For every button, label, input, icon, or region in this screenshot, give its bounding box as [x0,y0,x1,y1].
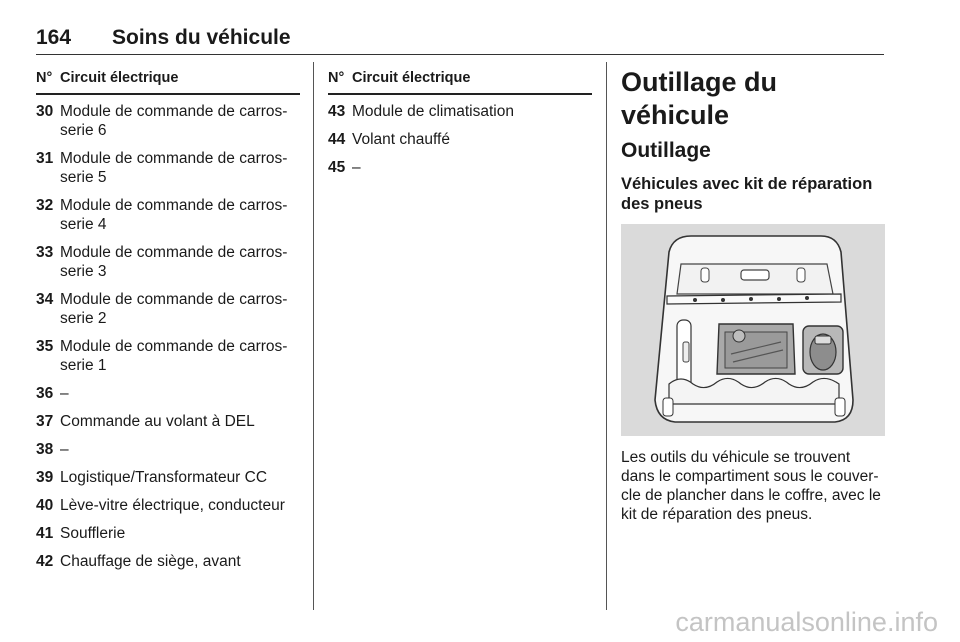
column-divider [313,62,314,610]
fuse-circuit: – [60,441,69,458]
fuse-number: 34 [36,291,54,308]
fuse-circuit: Module de commande de carros-serie 5 [60,150,288,186]
fuse-number: 42 [36,553,54,570]
fuse-number: 32 [36,197,54,214]
fuse-number: 37 [36,413,54,430]
fuse-number: 33 [36,244,54,261]
table-header [328,62,592,95]
fuse-number: 31 [36,150,54,167]
table-row [36,524,300,543]
col-circuit-header: Circuit électrique [60,70,179,86]
table-row [328,130,592,149]
fuse-circuit: Soufflerie [60,525,126,542]
table-row [36,412,300,431]
fuse-number: 40 [36,497,54,514]
fuse-number: 43 [328,103,346,120]
fuse-number: 45 [328,159,346,176]
table-row [36,337,300,375]
section-subsubheading: Véhicules avec kit de réparation des pneus [621,175,873,213]
trunk-tool-compartment-illustration [621,224,885,436]
table-row [328,102,592,121]
section-paragraph: Les outils du véhicule se trouvent dans le compartiment sous le couver-cle de plancher dans le coffre, avec le kit de réparation des pneus. [621,449,881,523]
section-heading: Outillage du véhicule [621,67,778,130]
col-num-header: N° [328,70,345,86]
fuse-table-left [36,62,300,580]
table-header [36,62,300,95]
fuse-number: 35 [36,338,54,355]
section-subheading: Outillage [621,139,711,162]
fuse-circuit: – [352,159,361,176]
fuse-circuit: Lève-vitre électrique, conducteur [60,497,285,514]
fuse-circuit: Module de climatisation [352,103,514,120]
table-row [36,196,300,234]
fuse-circuit: Module de commande de carros-serie 6 [60,103,288,139]
fuse-number: 38 [36,441,54,458]
fuse-number: 39 [36,469,54,486]
fuse-circuit: Logistique/Transformateur CC [60,469,268,486]
table-row [36,440,300,459]
page-title: Soins du véhicule [112,26,291,49]
fuse-circuit: – [60,385,69,402]
fuse-circuit: Module de commande de carros-serie 3 [60,244,288,280]
fuse-number: 41 [36,525,54,542]
table-row [36,102,300,140]
table-row [36,243,300,281]
fuse-circuit: Commande au volant à DEL [60,413,255,430]
fuse-number: 30 [36,103,54,120]
table-row [36,552,300,571]
fuse-circuit: Module de commande de carros-serie 2 [60,291,288,327]
tools-section [621,62,887,524]
fuse-table-right [328,62,592,186]
fuse-circuit: Chauffage de siège, avant [60,553,241,570]
watermark: carmanualsonline.info [675,607,938,637]
fuse-circuit: Module de commande de carros-serie 1 [60,338,288,374]
col-num-header: N° [36,70,53,86]
table-row [36,384,300,403]
table-row [36,496,300,515]
page-number: 164 [36,26,72,49]
fuse-number: 44 [328,131,346,148]
column-divider [606,62,607,610]
table-row [36,149,300,187]
table-row [36,290,300,328]
fuse-number: 36 [36,385,54,402]
fuse-circuit: Module de commande de carros-serie 4 [60,197,288,233]
col-circuit-header: Circuit électrique [352,70,471,86]
table-row [328,158,592,177]
fuse-circuit: Volant chauffé [352,131,450,148]
page-header [36,24,884,55]
table-row [36,468,300,487]
